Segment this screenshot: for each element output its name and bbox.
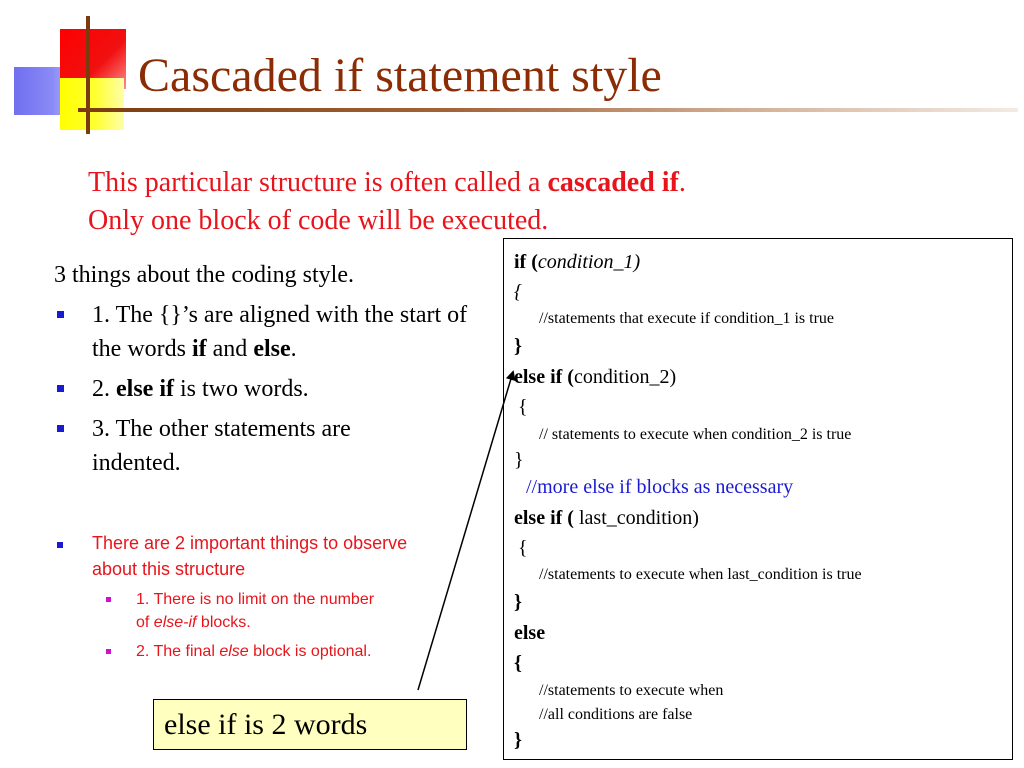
code-line-open-brace-2: { [518, 396, 528, 418]
coding-style-item-1: 1. The {}’s are aligned with the start of the words if and else. [54, 298, 484, 366]
observations-sub-2: 2. The final else block is optional. [136, 640, 376, 663]
code-line-comment-4a: //statements to execute when [539, 682, 724, 699]
code-example-box [503, 238, 1013, 760]
logo-vertical-line [86, 16, 90, 134]
coding-style-heading: 3 things about the coding style. [54, 262, 354, 288]
coding-style-item-3: 3. The other statements are indented. [54, 412, 484, 480]
code-line-open-brace-3: { [518, 537, 528, 559]
code-line-else-if-2: else if (condition_2) [514, 366, 677, 388]
intro-line-1: This particular structure is often called a cascaded if. [88, 167, 686, 198]
observations-main: There are 2 important things to observe about this structure [54, 530, 412, 582]
code-line-open-brace-1: { [514, 281, 522, 303]
logo-yellow-square [60, 78, 124, 130]
title-underline [78, 108, 1018, 112]
intro-text [88, 164, 686, 240]
code-line-if: if (condition_1) [514, 251, 641, 273]
code-line-else-if-last: else if ( last_condition) [514, 507, 699, 529]
code-line-close-brace-1: } [514, 335, 522, 357]
code-line-comment-3: //statements to execute when last_condition is true [539, 566, 862, 583]
code-line-close-brace-4: } [514, 729, 522, 751]
slide-title: Cascaded if statement style [138, 49, 662, 102]
coding-style-item-2: 2. else if is two words. [54, 372, 484, 406]
code-line-else: else [514, 622, 546, 644]
code-line-close-brace-2: } [514, 449, 524, 471]
code-line-open-brace-4: { [514, 652, 522, 674]
code-line-comment-4b: //all conditions are false [539, 706, 693, 723]
code-line-close-brace-3: } [514, 591, 522, 613]
intro-line-2: Only one block of code will be executed. [88, 205, 549, 236]
observations-sub-1: 1. There is no limit on the number of else-if blocks. [136, 588, 376, 634]
code-line-more-blocks-comment: //more else if blocks as necessary [526, 476, 794, 498]
callout-box: else if is 2 words [153, 699, 467, 750]
coding-style-list [54, 258, 484, 480]
code-line-comment-2: // statements to execute when condition_2 is true [539, 426, 852, 443]
observations-list [54, 530, 434, 663]
code-line-comment-1: //statements that execute if condition_1 is true [539, 310, 835, 327]
